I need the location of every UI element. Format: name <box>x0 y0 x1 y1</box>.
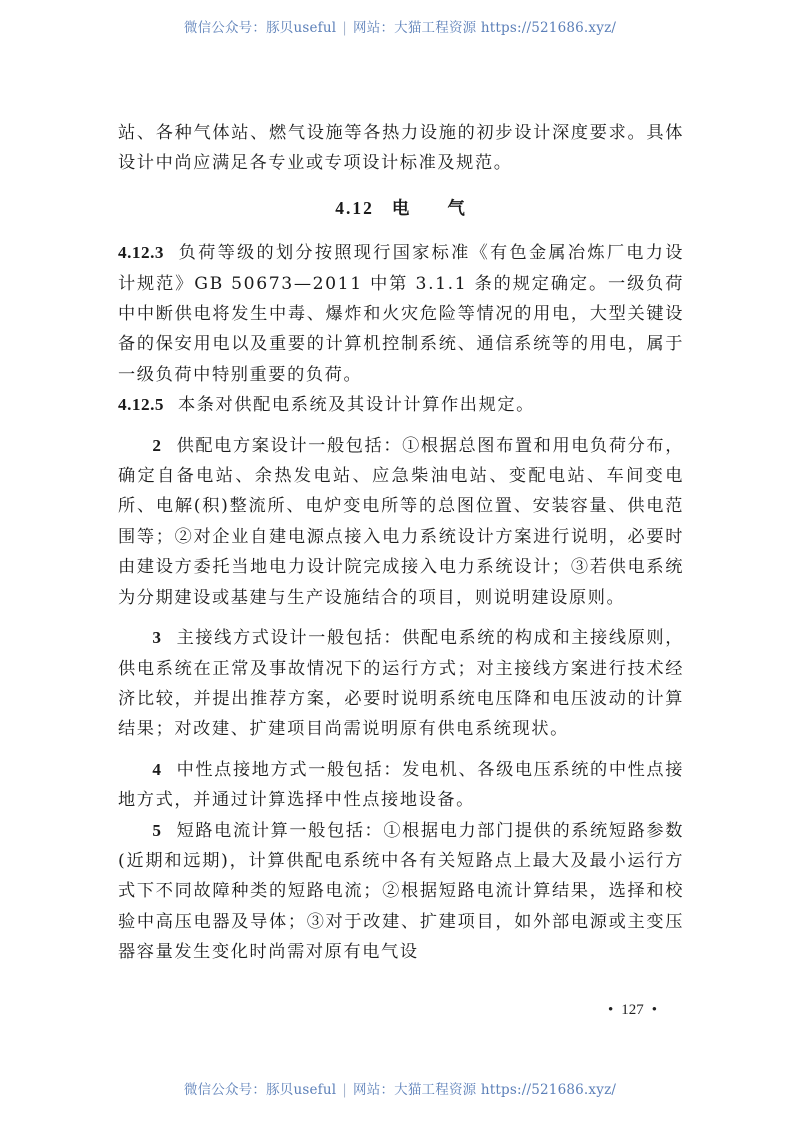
clause-number: 4.12.5 <box>118 395 164 415</box>
item-text: 供配电方案设计一般包括：①根据总图布置和用电负荷分布，确定自备电站、余热发电站、应急柴油电站、变配电站、车间变电所、电解(积)整流所、电炉变电所等的总图位置、安装容量、供电范围等；②对企业自建电源点接入电力系统设计方案进行说明，必要时由建设方委托当地电力设计院完成接入电力系统设计；③若供电系统为分期建设或基建与生产设施结合的项目，则说明建设原则。 <box>118 435 684 608</box>
item-number: 5 <box>152 820 163 840</box>
item-3 <box>118 623 684 745</box>
section-title-part1: 电 <box>391 198 412 219</box>
watermark-website: 网站：大猫工程资源 https://521686.xyz/ <box>353 20 617 36</box>
item-4 <box>118 755 684 816</box>
page-number-dot-left: • <box>608 1002 614 1018</box>
item-text: 中性点接地方式一般包括：发电机、各级电压系统的中性点接地方式，并通过计算选择中性点接地设备。 <box>118 759 684 811</box>
item-number: 3 <box>152 628 163 648</box>
section-title-part2: 气 <box>447 198 467 219</box>
clause-4-12-5 <box>118 390 684 420</box>
clause-text: 负荷等级的划分按照现行国家标准《有色金属冶炼厂电力设计规范》GB 50673—2011 中第 3.1.1 条的规定确定。一级负荷中中断供电将发生中毒、爆炸和火灾危险等情况的用电，大型关键设备的保安用电以及重要的计算机控制系统、通信系统等的用电，属于一级负荷中特别重要的负荷。 <box>118 243 684 385</box>
clause-text: 本条对供配电系统及其设计计算作出规定。 <box>177 395 535 416</box>
item-2 <box>118 431 684 613</box>
clause-number: 4.12.3 <box>118 243 164 263</box>
page-number-value: 127 <box>621 1002 644 1018</box>
page-number-dot-right: • <box>651 1002 658 1018</box>
document-page <box>118 118 684 968</box>
item-number: 2 <box>152 435 163 455</box>
watermark-bottom <box>0 1078 800 1098</box>
page-number <box>600 1002 665 1019</box>
item-5 <box>118 816 684 968</box>
watermark-wechat: 微信公众号：豚贝useful <box>183 1082 337 1098</box>
item-number: 4 <box>152 759 163 779</box>
item-text: 主接线方式设计一般包括：供配电系统的构成和主接线原则，供电系统在正常及事故情况下的运行方式；对主接线方案进行技术经济比较，并提出推荐方案，必要时说明系统电压降和电压波动的计算结果；对改建、扩建项目尚需说明原有供电系统现状。 <box>118 628 684 740</box>
watermark-website: 网站：大猫工程资源 https://521686.xyz/ <box>353 1082 617 1098</box>
watermark-separator: | <box>342 20 348 36</box>
watermark-wechat: 微信公众号：豚贝useful <box>183 20 337 36</box>
watermark-separator: | <box>342 1082 348 1098</box>
section-heading <box>118 193 684 224</box>
section-number: 4.12 <box>335 197 374 218</box>
item-text: 短路电流计算一般包括：①根据电力部门提供的系统短路参数(近期和远期)，计算供配电系统中各有关短路点上最大及最小运行方式下不同故障种类的短路电流；②根据短路电流计算结果，选择和校验中高压电器及导体；③对于改建、扩建项目，如外部电源或主变压器容量发生变化时尚需对原有电气设 <box>118 820 684 963</box>
clause-4-12-3 <box>118 238 684 390</box>
watermark-top <box>0 16 800 36</box>
continuation-paragraph: 站、各种气体站、燃气设施等各热力设施的初步设计深度要求。具体设计中尚应满足各专业或专项设计标准及规范。 <box>118 123 684 174</box>
